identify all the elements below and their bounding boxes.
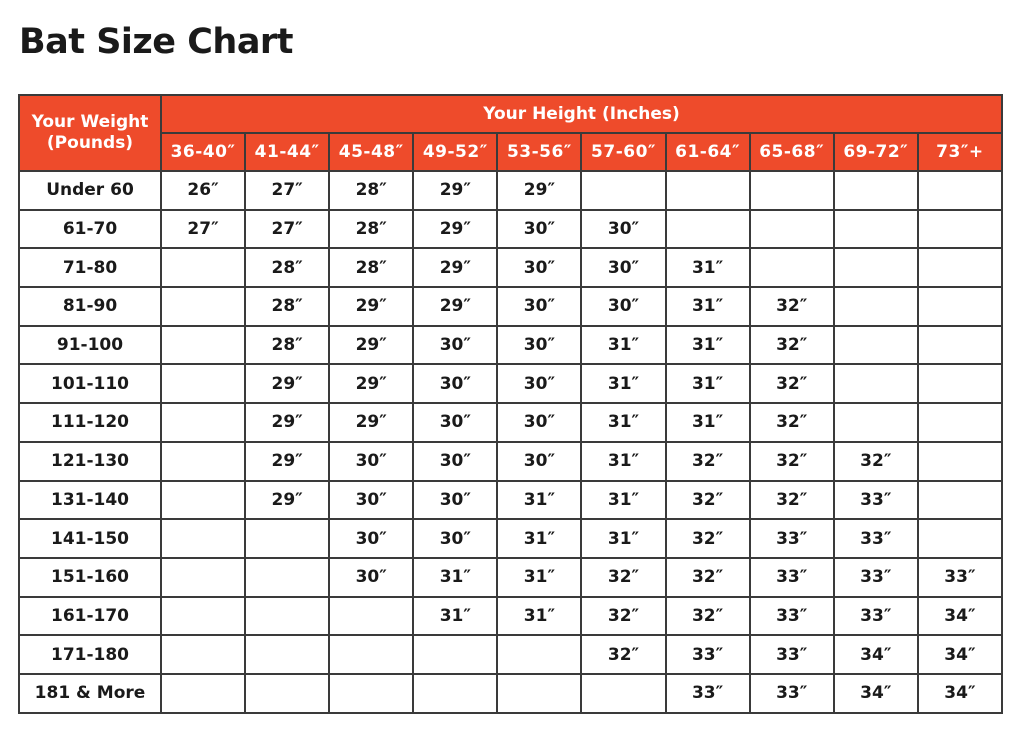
- bat-size-cell: 32″: [750, 403, 834, 442]
- bat-size-cell: 30″: [497, 364, 581, 403]
- bat-size-table: [18, 94, 1003, 714]
- bat-size-cell: 33″: [918, 558, 1002, 597]
- table-row: [19, 674, 1002, 713]
- height-column-header: 53-56″: [497, 133, 581, 171]
- bat-size-cell: 31″: [413, 558, 497, 597]
- bat-size-cell: 29″: [413, 210, 497, 249]
- bat-size-cell: [161, 326, 245, 365]
- bat-size-cell: 31″: [497, 481, 581, 520]
- bat-size-cell: 31″: [666, 326, 750, 365]
- height-column-header: 61-64″: [666, 133, 750, 171]
- bat-size-cell: [497, 674, 581, 713]
- table-row: [19, 635, 1002, 674]
- bat-size-cell: [161, 597, 245, 636]
- bat-size-cell: [834, 210, 918, 249]
- table-row: [19, 403, 1002, 442]
- weight-cell: 61-70: [19, 210, 161, 249]
- bat-size-cell: [245, 674, 329, 713]
- table-row: [19, 171, 1002, 210]
- bat-size-cell: 31″: [497, 519, 581, 558]
- bat-size-cell: 29″: [329, 364, 413, 403]
- bat-size-cell: 30″: [413, 481, 497, 520]
- bat-size-cell: [581, 171, 665, 210]
- table-body: [19, 171, 1002, 713]
- table-row: [19, 442, 1002, 481]
- bat-size-cell: 29″: [245, 442, 329, 481]
- bat-size-cell: [918, 287, 1002, 326]
- bat-size-cell: 33″: [750, 558, 834, 597]
- bat-size-cell: 27″: [245, 171, 329, 210]
- bat-size-cell: [918, 248, 1002, 287]
- bat-size-cell: 33″: [666, 635, 750, 674]
- bat-size-cell: 29″: [329, 287, 413, 326]
- table-row: [19, 248, 1002, 287]
- bat-size-cell: 30″: [581, 287, 665, 326]
- bat-size-cell: 33″: [750, 597, 834, 636]
- weight-cell: 91-100: [19, 326, 161, 365]
- bat-size-cell: 34″: [918, 635, 1002, 674]
- bat-size-cell: 34″: [918, 674, 1002, 713]
- page-title: Bat Size Chart: [19, 22, 293, 62]
- bat-size-cell: 30″: [497, 442, 581, 481]
- height-column-header: 57-60″: [581, 133, 665, 171]
- bat-size-cell: [918, 171, 1002, 210]
- weight-header-line-2: (Pounds): [46, 133, 134, 153]
- bat-size-cell: [834, 171, 918, 210]
- bat-size-cell: [245, 635, 329, 674]
- bat-size-cell: 28″: [329, 171, 413, 210]
- bat-size-cell: [161, 519, 245, 558]
- height-columns-row: [19, 133, 1002, 171]
- weight-cell: 171-180: [19, 635, 161, 674]
- bat-size-cell: 34″: [834, 674, 918, 713]
- bat-size-cell: [750, 210, 834, 249]
- bat-size-cell: 30″: [329, 519, 413, 558]
- bat-size-cell: 29″: [413, 287, 497, 326]
- bat-size-cell: 29″: [245, 481, 329, 520]
- bat-size-cell: 32″: [581, 597, 665, 636]
- weight-column-header: [19, 95, 161, 171]
- bat-size-cell: 30″: [497, 326, 581, 365]
- weight-cell: 81-90: [19, 287, 161, 326]
- height-column-header: 45-48″: [329, 133, 413, 171]
- bat-size-cell: 30″: [497, 248, 581, 287]
- bat-size-cell: 28″: [329, 210, 413, 249]
- bat-size-cell: [581, 674, 665, 713]
- bat-size-cell: 31″: [581, 481, 665, 520]
- weight-cell: 101-110: [19, 364, 161, 403]
- bat-size-cell: 31″: [497, 597, 581, 636]
- bat-size-cell: 32″: [666, 519, 750, 558]
- bat-size-cell: [161, 364, 245, 403]
- bat-size-cell: 32″: [581, 635, 665, 674]
- bat-size-cell: 32″: [750, 481, 834, 520]
- bat-size-cell: 29″: [497, 171, 581, 210]
- bat-size-cell: [918, 442, 1002, 481]
- height-column-header: 69-72″: [834, 133, 918, 171]
- weight-header-line-1: Your Weight: [31, 112, 149, 132]
- bat-size-cell: [918, 519, 1002, 558]
- bat-size-cell: [329, 597, 413, 636]
- table-row: [19, 558, 1002, 597]
- bat-size-cell: [329, 635, 413, 674]
- bat-size-cell: 28″: [245, 287, 329, 326]
- weight-cell: 161-170: [19, 597, 161, 636]
- bat-size-cell: [918, 326, 1002, 365]
- bat-size-cell: [750, 248, 834, 287]
- bat-size-cell: 28″: [245, 326, 329, 365]
- bat-size-cell: 30″: [497, 210, 581, 249]
- bat-size-cell: [413, 674, 497, 713]
- bat-size-cell: 29″: [245, 364, 329, 403]
- bat-size-cell: [161, 287, 245, 326]
- bat-size-cell: 31″: [581, 364, 665, 403]
- height-column-header: 73″+: [918, 133, 1002, 171]
- bat-size-cell: [161, 635, 245, 674]
- bat-size-cell: 32″: [750, 364, 834, 403]
- bat-size-cell: [834, 326, 918, 365]
- bat-size-cell: 29″: [245, 403, 329, 442]
- bat-size-cell: 34″: [918, 597, 1002, 636]
- bat-size-cell: [245, 597, 329, 636]
- bat-size-cell: [834, 403, 918, 442]
- bat-size-cell: 29″: [413, 248, 497, 287]
- weight-cell: 71-80: [19, 248, 161, 287]
- table-row: [19, 287, 1002, 326]
- bat-size-cell: 31″: [413, 597, 497, 636]
- bat-size-cell: [245, 558, 329, 597]
- bat-size-cell: [161, 481, 245, 520]
- bat-size-cell: 32″: [581, 558, 665, 597]
- bat-size-cell: 30″: [413, 403, 497, 442]
- bat-size-cell: [413, 635, 497, 674]
- bat-size-cell: 33″: [750, 519, 834, 558]
- bat-size-cell: 31″: [581, 403, 665, 442]
- bat-size-cell: 30″: [329, 481, 413, 520]
- height-column-header: 49-52″: [413, 133, 497, 171]
- bat-size-cell: 31″: [666, 364, 750, 403]
- bat-size-cell: 30″: [413, 364, 497, 403]
- bat-size-cell: 30″: [329, 558, 413, 597]
- bat-size-cell: 30″: [581, 248, 665, 287]
- bat-size-cell: 30″: [413, 326, 497, 365]
- bat-size-cell: [918, 481, 1002, 520]
- bat-size-cell: 30″: [497, 287, 581, 326]
- bat-size-cell: [161, 674, 245, 713]
- bat-size-cell: [161, 442, 245, 481]
- bat-size-cell: 32″: [666, 558, 750, 597]
- bat-size-cell: [666, 210, 750, 249]
- bat-size-cell: [834, 248, 918, 287]
- height-group-header: Your Height (Inches): [161, 95, 1002, 133]
- bat-size-cell: 32″: [750, 442, 834, 481]
- weight-cell: 141-150: [19, 519, 161, 558]
- height-column-header: 41-44″: [245, 133, 329, 171]
- table-row: [19, 481, 1002, 520]
- bat-size-cell: 33″: [834, 519, 918, 558]
- bat-size-cell: [666, 171, 750, 210]
- bat-size-cell: [918, 403, 1002, 442]
- bat-size-cell: 33″: [834, 481, 918, 520]
- bat-size-cell: 32″: [666, 597, 750, 636]
- bat-size-cell: 30″: [581, 210, 665, 249]
- bat-size-cell: 29″: [329, 326, 413, 365]
- bat-size-cell: 29″: [413, 171, 497, 210]
- bat-size-cell: 26″: [161, 171, 245, 210]
- weight-cell: 151-160: [19, 558, 161, 597]
- bat-size-cell: [918, 364, 1002, 403]
- bat-size-cell: 31″: [581, 519, 665, 558]
- bat-size-cell: 33″: [666, 674, 750, 713]
- table-row: [19, 210, 1002, 249]
- table-row: [19, 597, 1002, 636]
- bat-size-cell: 31″: [581, 442, 665, 481]
- bat-size-cell: 32″: [666, 481, 750, 520]
- bat-size-cell: 28″: [245, 248, 329, 287]
- bat-size-cell: 27″: [161, 210, 245, 249]
- bat-size-cell: 29″: [329, 403, 413, 442]
- bat-size-cell: [161, 403, 245, 442]
- bat-size-cell: [750, 171, 834, 210]
- bat-size-cell: 34″: [834, 635, 918, 674]
- bat-size-cell: 32″: [666, 442, 750, 481]
- bat-size-cell: [918, 210, 1002, 249]
- bat-size-cell: 31″: [497, 558, 581, 597]
- bat-size-cell: 32″: [750, 287, 834, 326]
- bat-size-cell: 30″: [413, 519, 497, 558]
- bat-size-cell: [161, 248, 245, 287]
- bat-size-cell: 27″: [245, 210, 329, 249]
- table-row: [19, 326, 1002, 365]
- table-row: [19, 364, 1002, 403]
- bat-size-cell: 33″: [834, 558, 918, 597]
- bat-size-cell: [161, 558, 245, 597]
- bat-size-cell: [834, 364, 918, 403]
- bat-size-cell: 31″: [666, 287, 750, 326]
- bat-size-cell: 30″: [497, 403, 581, 442]
- bat-size-cell: [245, 519, 329, 558]
- weight-cell: 131-140: [19, 481, 161, 520]
- bat-size-cell: 32″: [834, 442, 918, 481]
- bat-size-cell: 30″: [329, 442, 413, 481]
- height-column-header: 36-40″: [161, 133, 245, 171]
- bat-size-cell: 30″: [413, 442, 497, 481]
- table-row: [19, 519, 1002, 558]
- bat-size-cell: 31″: [581, 326, 665, 365]
- bat-size-cell: 33″: [750, 635, 834, 674]
- bat-size-cell: 33″: [750, 674, 834, 713]
- bat-size-cell: 31″: [666, 248, 750, 287]
- weight-cell: 181 & More: [19, 674, 161, 713]
- bat-size-cell: [329, 674, 413, 713]
- bat-size-cell: 32″: [750, 326, 834, 365]
- bat-size-cell: [834, 287, 918, 326]
- bat-size-cell: 33″: [834, 597, 918, 636]
- weight-cell: 111-120: [19, 403, 161, 442]
- bat-size-cell: [497, 635, 581, 674]
- weight-cell: Under 60: [19, 171, 161, 210]
- height-column-header: 65-68″: [750, 133, 834, 171]
- bat-size-cell: 28″: [329, 248, 413, 287]
- bat-size-cell: 31″: [666, 403, 750, 442]
- weight-cell: 121-130: [19, 442, 161, 481]
